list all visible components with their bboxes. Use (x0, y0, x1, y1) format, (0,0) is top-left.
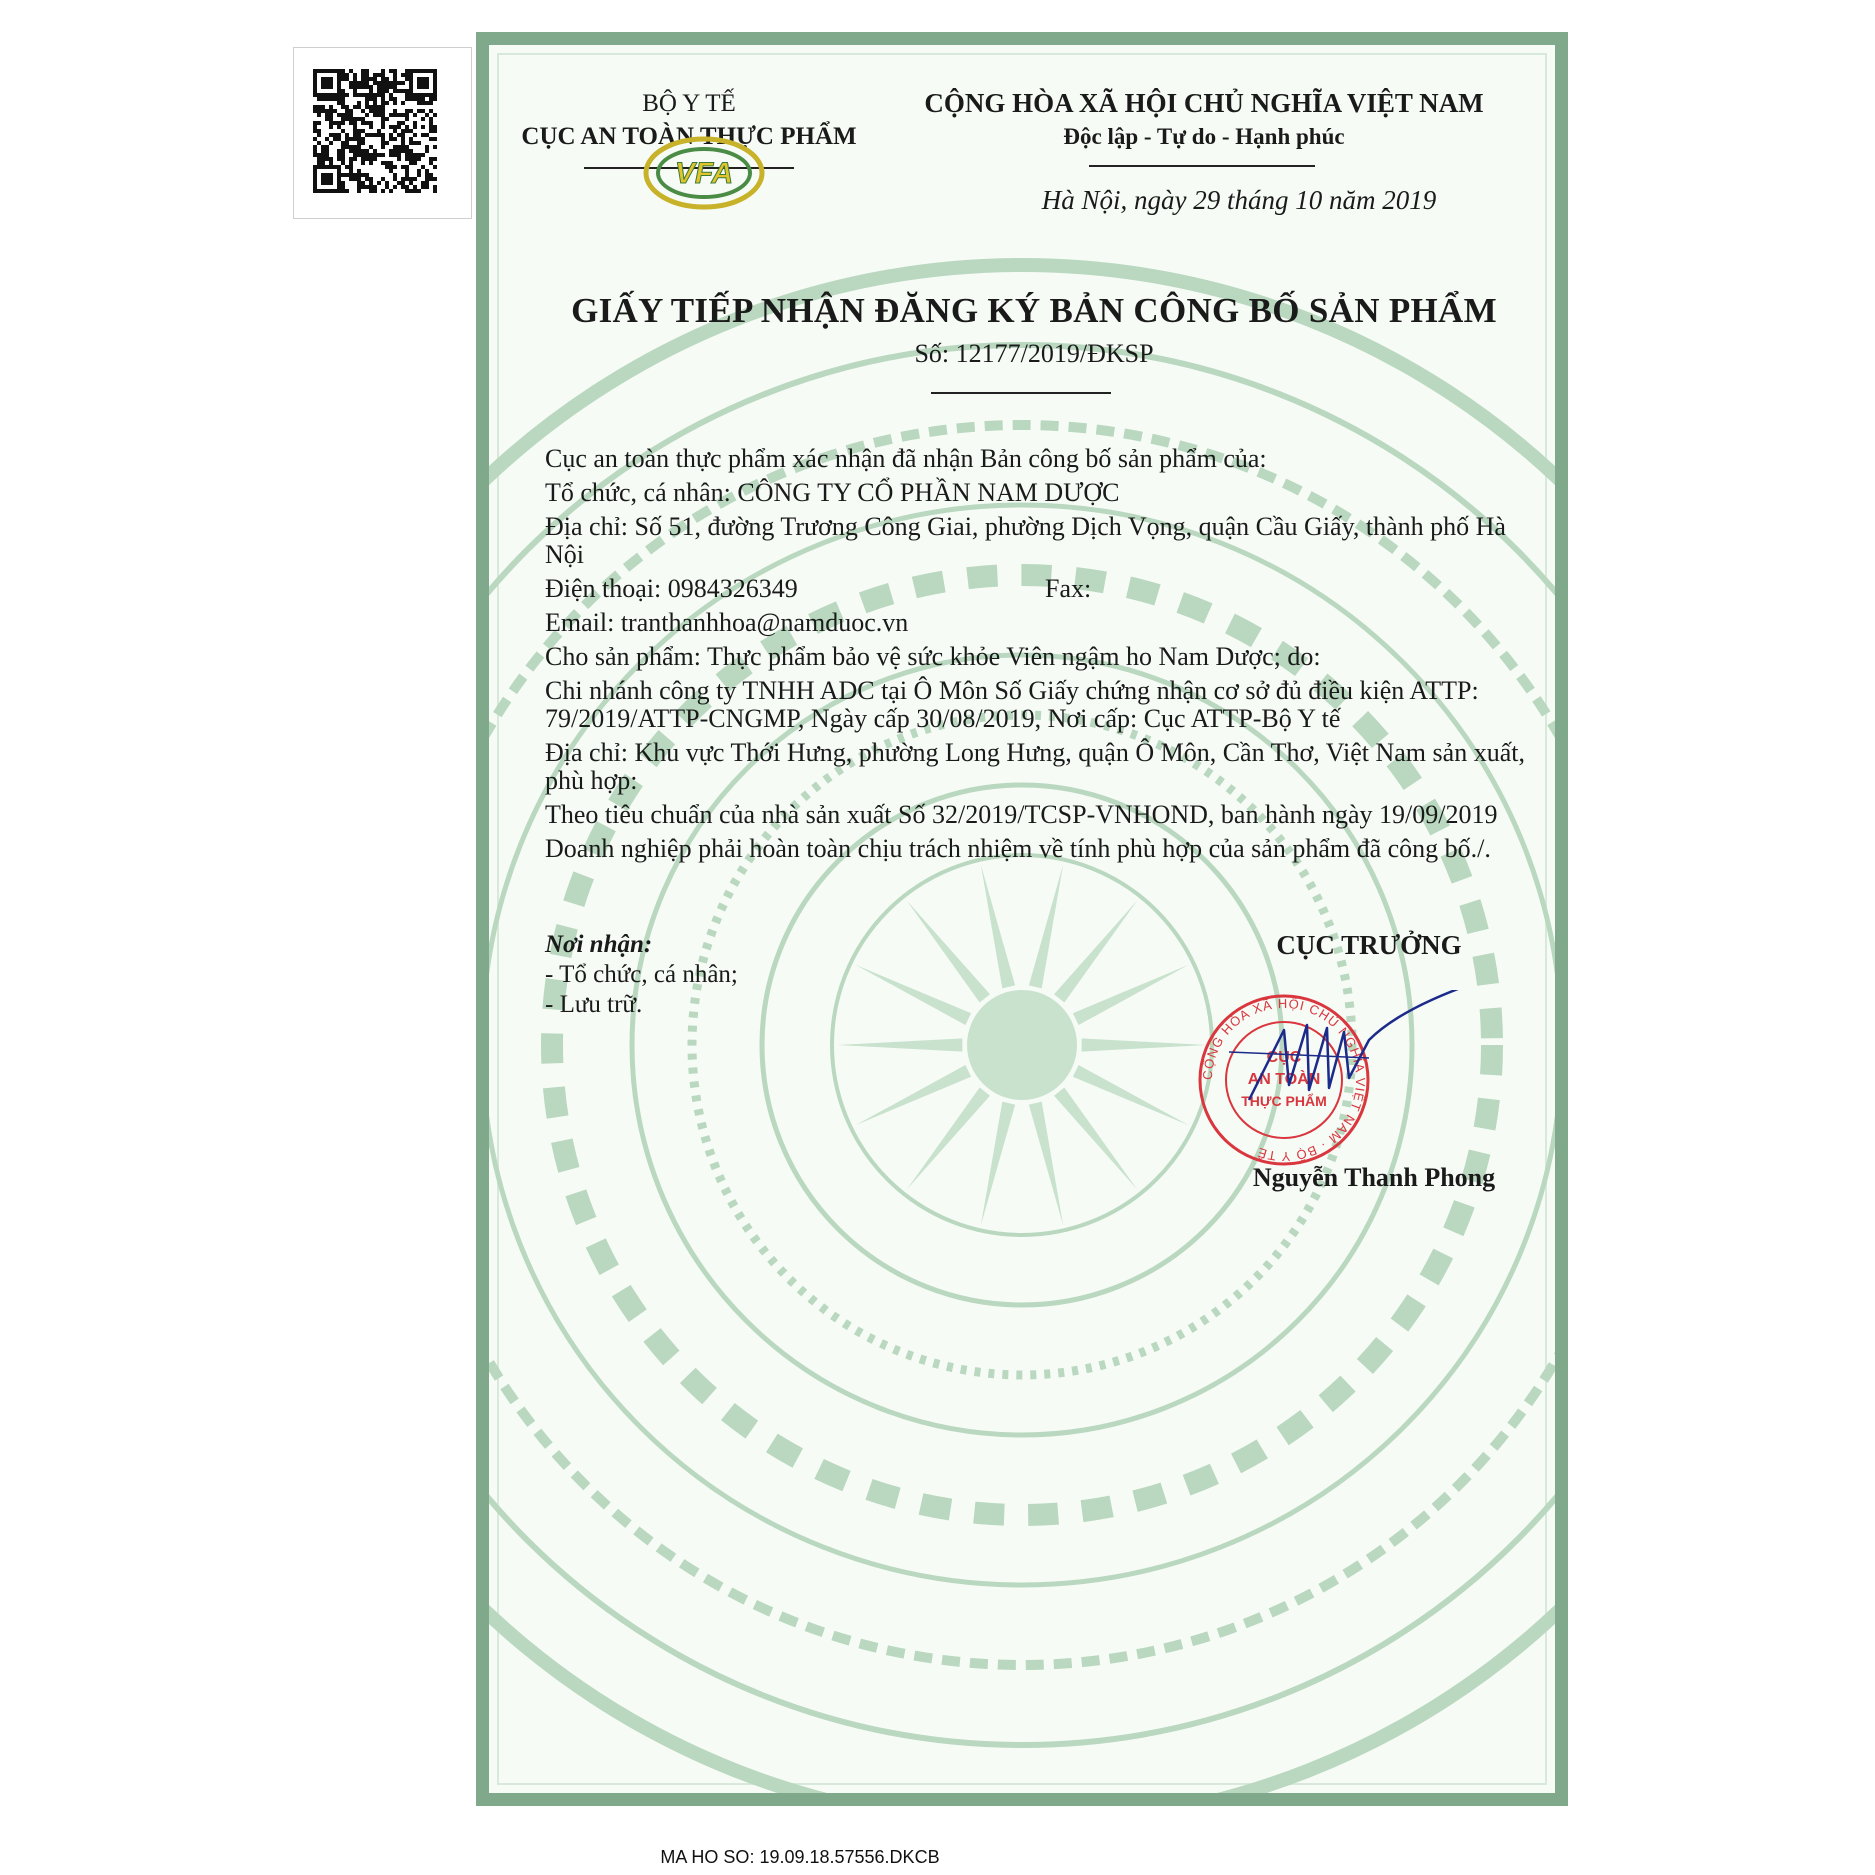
certificate-content (545, 445, 1545, 869)
fax-text: Fax: (1045, 574, 1092, 603)
seal-center-line: THỰC PHẨM (1241, 1093, 1327, 1109)
file-code: MA HO SO: 19.09.18.57556.DKCB (660, 1847, 940, 1867)
recipient-item: - Tổ chức, cá nhân; (545, 961, 738, 988)
organization-line: Tổ chức, cá nhân: CÔNG TY CỔ PHẦN NAM DƯỢC (545, 478, 1120, 507)
intro-line: Cục an toàn thực phẩm xác nhận đã nhận Bản công bố sản phẩm của: (545, 444, 1267, 473)
national-heading (924, 87, 1484, 153)
qr-code-icon (313, 69, 447, 193)
manufacturer-address-line: Địa chỉ: Khu vực Thới Hưng, phường Long Hưng, quận Ô Môn, Cần Thơ, Việt Nam sản xuất, phù hợp: (545, 738, 1525, 795)
logo-text: VFA (674, 157, 734, 190)
seal-center-line: AN TOÀN (1247, 1071, 1321, 1088)
phone-text: Điện thoại: 0984326349 (545, 574, 798, 603)
official-seal-icon (1189, 990, 1549, 1180)
national-motto: Độc lập - Tự do - Hạnh phúc (1063, 124, 1345, 149)
responsibility-line: Doanh nghiệp phải hoàn toàn chịu trách nhiệm về tính phù hợp của sản phẩm đã công bố./. (545, 834, 1491, 863)
country-name: CỘNG HÒA XÃ HỘI CHỦ NGHĨA VIỆT NAM (924, 88, 1484, 118)
title-underline (931, 392, 1111, 394)
recipients-block (545, 930, 845, 1020)
recipients-heading: Nơi nhận: (545, 931, 653, 958)
seal-ring-text: CỘNG HÒA XÃ HỘI CHỦ NGHĨA VIỆT NAM · BỘ Y TẾ (1199, 995, 1369, 1165)
product-line: Cho sản phẩm: Thực phẩm bảo vệ sức khỏe Viên ngậm ho Nam Dược; do: (545, 642, 1321, 671)
qr-code-panel (293, 47, 472, 219)
address-line: Địa chỉ: Số 51, đường Trương Công Giai, phường Dịch Vọng, quận Cầu Giấy, thành phố Hà Nội (545, 512, 1506, 569)
certificate-body (489, 45, 1555, 1793)
email-line: Email: tranthanhhoa@namduoc.vn (545, 608, 909, 637)
department-name: CỤC AN TOÀN THỰC PHẨM (521, 123, 857, 150)
seal-center-line: CỤC (1266, 1049, 1302, 1066)
signer-position: CỤC TRƯỞNG (1276, 930, 1462, 960)
manufacturer-line: Chi nhánh công ty TNHH ADC tại Ô Môn Số Giấy chứng nhận cơ sở đủ điều kiện ATTP: 79/2019/ATTP-CNGMP, Ngày cấp 30/08/2019, Nơi cấp: Cục ATTP-Bộ Y tế (545, 676, 1479, 733)
issue-date: Hà Nội, ngày 29 tháng 10 năm 2019 (1041, 185, 1437, 215)
motto-underline (1089, 165, 1315, 167)
certificate-frame (476, 32, 1568, 1806)
recipient-item: - Lưu trữ. (545, 991, 643, 1018)
ministry-name: BỘ Y TẾ (642, 90, 736, 117)
signer-name: Nguyễn Thanh Phong (1252, 1163, 1496, 1192)
contact-line (545, 575, 1545, 603)
document-title: GIẤY TIẾP NHẬN ĐĂNG KÝ BẢN CÔNG BỐ SẢN PHẨM (571, 291, 1497, 330)
standard-line: Theo tiêu chuẩn của nhà sản xuất Số 32/2019/TCSP-VNHOND, ban hành ngày 19/09/2019 (545, 800, 1498, 829)
vfa-logo-icon (639, 133, 769, 213)
document-number: Số: 12177/2019/ĐKSP (914, 339, 1154, 368)
